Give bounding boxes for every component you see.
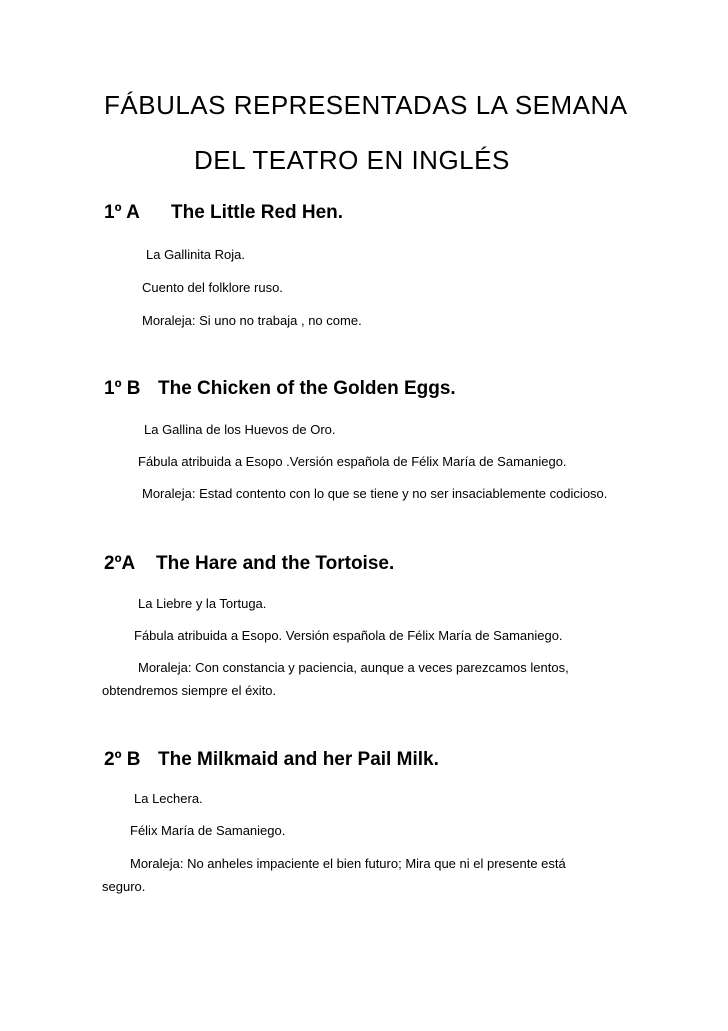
section-heading-title: The Chicken of the Golden Eggs. [158,378,456,399]
document-title-line-2: DEL TEATRO EN INGLÉS [194,145,510,175]
fable-moral-continued: seguro. [102,879,146,894]
section-heading-group: 1º B [104,378,141,399]
section-heading-title: The Hare and the Tortoise. [156,553,395,574]
fable-moral: Moraleja: Si uno no trabaja , no come. [142,313,362,328]
fable-origin: Félix María de Samaniego. [130,823,286,838]
fable-origin: Cuento del folklore ruso. [142,280,283,295]
section-heading-group: 2º B [104,749,141,770]
fable-spanish-title: La Lechera. [134,791,203,806]
section-heading-title: The Little Red Hen. [171,202,344,223]
fable-moral-continued: obtendremos siempre el éxito. [102,683,277,698]
fable-moral: Moraleja: No anheles impaciente el bien futuro; Mira que ni el presente está [130,856,566,871]
fable-spanish-title: La Liebre y la Tortuga. [138,596,267,611]
section-heading-group: 1º A [104,202,140,223]
fable-moral: Moraleja: Estad contento con lo que se tiene y no ser insaciablemente codicioso. [142,486,608,501]
fable-spanish-title: La Gallina de los Huevos de Oro. [144,422,336,437]
section-heading-group: 2ºA [104,553,136,574]
fable-spanish-title: La Gallinita Roja. [146,247,245,262]
section-heading-title: The Milkmaid and her Pail Milk. [158,749,439,770]
fable-origin: Fábula atribuida a Esopo. Versión española de Félix María de Samaniego. [134,628,563,643]
fable-origin: Fábula atribuida a Esopo .Versión española de Félix María de Samaniego. [138,454,567,469]
document-title-line-1: FÁBULAS REPRESENTADAS LA SEMANA [104,90,628,120]
fable-moral: Moraleja: Con constancia y paciencia, aunque a veces parezcamos lentos, [138,660,569,675]
